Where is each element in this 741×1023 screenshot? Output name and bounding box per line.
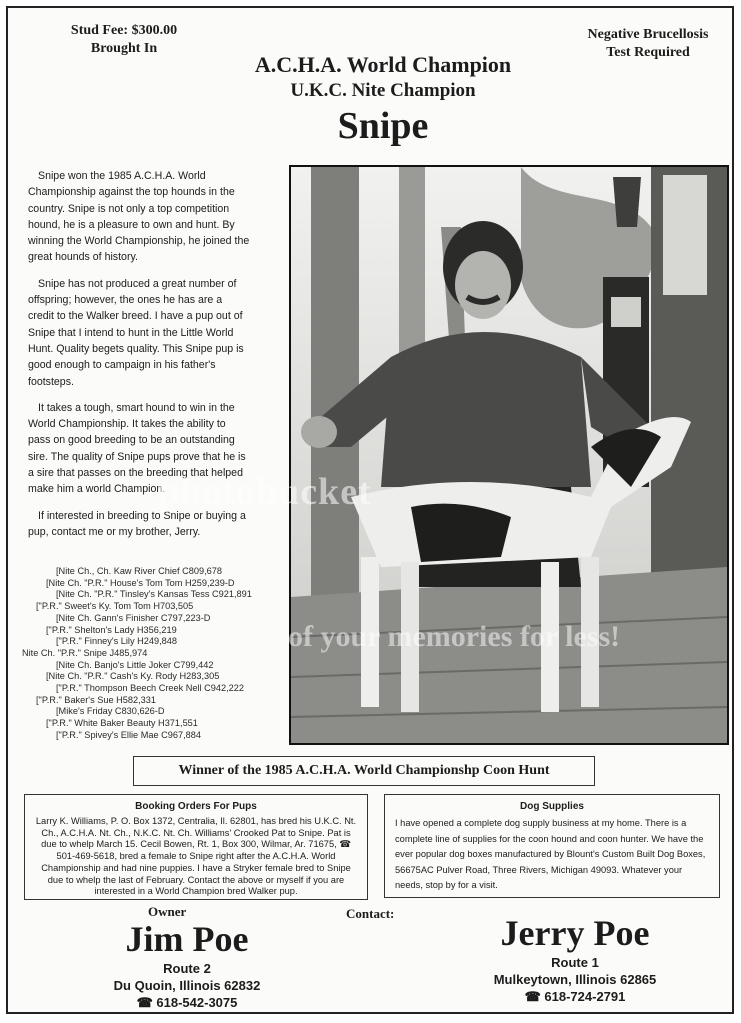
owner-city: Du Quoin, Illinois 62832 — [113, 978, 261, 993]
watermark-photobucket: photobucket — [158, 471, 372, 513]
owner-phone: ☎ 618-542-3075 — [136, 995, 238, 1010]
owner-route: Route 2 — [163, 961, 211, 976]
contact-route: Route 1 — [551, 955, 599, 970]
pedigree-line: [Nite Ch. Gann's Finisher C797,223-D — [56, 612, 211, 623]
paragraph: Snipe has not produced a great number of offspring; however, the ones he has are a credit to the Walker breed. I have a pup out of Snipe that I intend to hunt in the Little World Hunt. Quality begets quality. This Snipe pup is good enough to campaign in his father's footsteps. — [28, 277, 244, 388]
owner-label: Owner — [148, 904, 187, 919]
contact-block — [460, 912, 690, 1005]
watermark-tagline: of your memories for less! — [288, 620, 621, 653]
description — [28, 168, 250, 550]
pedigree-line: Nite Ch. "P.R." Snipe J485,974 — [22, 647, 148, 658]
flyer-page — [6, 6, 734, 1014]
pedigree-line: ["P.R." White Baker Beauty H371,551 — [46, 718, 198, 729]
paragraph: It takes a tough, smart hound to win in the World Championship. It takes the ability to pass on good breeding to be an outstanding sire. The quality of Snipe pups prove that he is a sire that passes on the breeding that helped make him a world Champion. — [28, 401, 246, 496]
paragraph: Snipe won the 1985 A.C.H.A. World Championship against the top hounds in the country. Snipe is not only a top competition hound, he is a pleasure to own and hunt. By winning the World Championship, he joined the great hounds of history. — [28, 170, 250, 264]
paragraph: If interested in breeding to Snipe or buying a pup, contact me or my brother, Jerry. — [28, 509, 246, 538]
owner-block — [72, 918, 302, 1011]
pedigree-line: [Nite Ch., Ch. Kaw River Chief C809,678 — [56, 566, 222, 576]
pedigree-line: ["P.R." Thompson Beech Creek Nell C942,222 — [56, 683, 244, 694]
pedigree-line: ["P.R." Shelton's Lady H356,219 — [46, 624, 177, 635]
contact-label: Contact: — [346, 906, 395, 921]
dog-name-title: Snipe — [337, 105, 429, 147]
brucellosis-line-1: Negative Brucellosis — [587, 27, 709, 42]
booking-heading: Booking Orders For Pups — [135, 801, 257, 812]
pedigree-line: ["P.R." Spivey's Ellie Mae C967,884 — [56, 729, 201, 740]
contact-phone: ☎ 618-724-2791 — [524, 989, 626, 1004]
dog-supplies-box — [384, 794, 720, 898]
supplies-heading: Dog Supplies — [520, 801, 584, 812]
contact-name: Jerry Poe — [500, 913, 650, 953]
pedigree-line: [Nite Ch. "P.R." Tinsley's Kansas Tess C921,891 — [56, 589, 252, 600]
title-acha: A.C.H.A. World Champion — [254, 52, 512, 77]
pedigree-line: [Mike's Friday C830,626-D — [56, 706, 165, 717]
title-ukc: U.K.C. Nite Champion — [290, 80, 476, 101]
pedigree-line: ["P.R." Sweet's Ky. Tom Tom H703,505 — [36, 601, 194, 612]
brought-in: Brought In — [90, 41, 158, 56]
contact-city: Mulkeytown, Illinois 62865 — [493, 972, 657, 987]
booking-text: Larry K. Williams, P. O. Box 1372, Centralia, Il. 62801, has bred his U.K.C. Nt. Ch., A.C.H.A. Nt. Ch., N.K.C. Nt. Ch. Williams' Crooked Pat to Snipe. Pat is due to whelp March 15. Cecil Bowen, Rt. 1, Box 300, Wilmar, Ar. 71675, ☎ 501-469-5618, bred a female to Snipe right after the A.C.H.A. World Championship and had nine puppies. I have a Stryker female bred to Snipe due to whelp the last of February. Contact the above or myself if you are interested in a World Champion bred Walker pup. — [35, 816, 357, 897]
supplies-text: I have opened a complete dog supply business at my home. There is a complete line of supplies for the coon hound and coon hunter. We have the ever popular dog boxes manufactured by Blount's Custom Built Dog Boxes, 56675AC Pulver Road, Three Rivers, Michigan 49093. Whatever your needs, stop by for a visit. — [395, 818, 706, 890]
pedigree-line: ["P.R." Baker's Sue H582,331 — [36, 694, 156, 705]
pedigree-line: [Nite Ch. Banjo's Little Joker C799,442 — [56, 659, 214, 670]
pedigree-line: ["P.R." Finney's Lily H249,848 — [56, 636, 177, 647]
pedigree-line: [Nite Ch. "P.R." Cash's Ky. Rody H283,305 — [46, 671, 220, 682]
photo-man-with-hound — [289, 165, 729, 745]
winner-banner: Winner of the 1985 A.C.H.A. World Championshp Coon Hunt — [133, 756, 595, 786]
booking-orders-box — [24, 794, 368, 900]
brucellosis-line-2: Test Required — [606, 45, 690, 60]
photo-illustration — [291, 167, 727, 743]
pedigree-chart — [22, 566, 292, 742]
stud-fee: Stud Fee: $300.00 — [70, 23, 178, 38]
pedigree-line: [Nite Ch. "P.R." House's Tom Tom H259,239-D — [46, 577, 235, 588]
owner-name: Jim Poe — [125, 919, 249, 959]
